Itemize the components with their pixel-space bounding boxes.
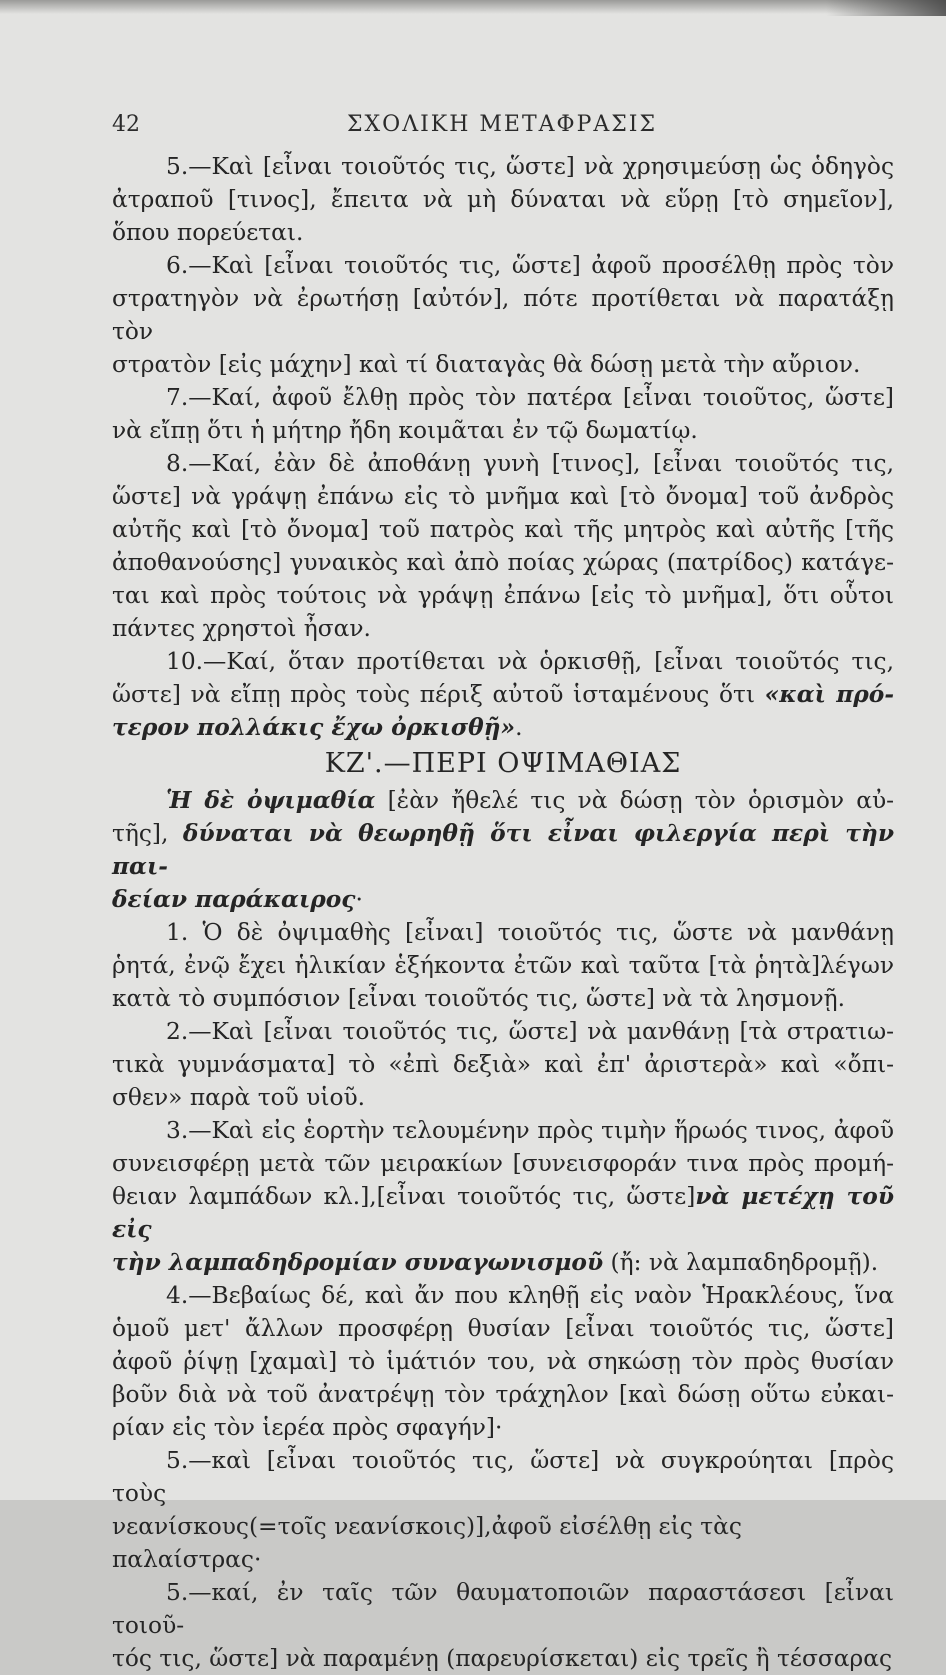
line-text: ὥστε] νὰ εἴπῃ πρὸς τοὺς πέριξ αὐτοῦ ἱσταμένους ὅτι xyxy=(112,681,765,708)
paragraph xyxy=(112,784,894,916)
line-text: στρατηγὸν νὰ ἐρωτήσῃ [αὐτόν], πότε προτίθεται νὰ παρατάξῃ τὸν xyxy=(112,285,894,345)
text-line xyxy=(112,817,894,883)
text-line xyxy=(112,216,894,249)
line-text: 5.—καί, ἐν ταῖς τῶν θαυματοποιῶν παραστάσεσι [εἶναι τοιοῦ- xyxy=(112,1579,894,1639)
running-title: ΣΧΟΛΙΚΗ ΜΕΤΑΦΡΑΣΙΣ xyxy=(346,112,658,137)
text-line xyxy=(112,1642,894,1675)
text-line xyxy=(112,282,894,348)
text-line xyxy=(112,579,894,612)
emphasis-text: δείαν παράκαιρος xyxy=(112,886,356,913)
text-line xyxy=(112,678,894,711)
emphasis-text: «καὶ πρό- xyxy=(764,681,894,708)
line-text: (ἤ: νὰ λαμπαδηδρομῇ). xyxy=(603,1249,879,1276)
line-text: . xyxy=(515,714,523,741)
emphasis-text: τὴν λαμπαδηδρομίαν συναγωνισμοῦ xyxy=(112,1249,604,1276)
text-line xyxy=(112,150,894,183)
emphasis-text: νὰ μετέχῃ τοῦ εἰς xyxy=(112,1183,894,1243)
line-text: ὥστε] νὰ γράψῃ ἐπάνω εἰς τὸ μνῆμα καὶ [τὸ ὄνομα] τοῦ ἀνδρὸς xyxy=(112,483,894,510)
text-line xyxy=(112,949,894,982)
text-line xyxy=(112,1411,894,1444)
text-line xyxy=(112,1345,894,1378)
line-text: ρίαν εἰς τὸν ἱερέα πρὸς σφαγήν]· xyxy=(112,1414,503,1441)
paragraph xyxy=(112,645,894,744)
text-line xyxy=(112,381,894,414)
paragraph xyxy=(112,249,894,381)
text-line xyxy=(112,513,894,546)
paragraph xyxy=(112,1279,894,1444)
page-number: 42 xyxy=(112,112,140,137)
paragraph xyxy=(112,1444,894,1576)
paragraph xyxy=(112,1015,894,1114)
emphasis-text: τερον πολλάκις ἔχω ὀρκισθῇ» xyxy=(112,714,516,741)
text-line xyxy=(112,1114,894,1147)
page-corner-shadow xyxy=(826,0,946,16)
text-line xyxy=(112,480,894,513)
text-line xyxy=(112,1147,894,1180)
line-text: 2.—Καὶ [εἶναι τοιοῦτός τις, ὥστε] νὰ μανθάνῃ [τὰ στρατιω- xyxy=(166,1018,894,1045)
line-text: 6.—Καὶ [εἶναι τοιοῦτός τις, ὥστε] ἀφοῦ προσέλθῃ πρὸς τὸν xyxy=(166,252,894,279)
text-line xyxy=(112,1015,894,1048)
line-text: ἀφοῦ ῥίψῃ [χαμαὶ] τὸ ἱμάτιόν του, νὰ σηκώσῃ τὸν πρὸς θυσίαν xyxy=(112,1348,894,1375)
line-text: ἀποθανούσης] γυναικὸς καὶ ἀπὸ ποίας χώρας (πατρίδος) κατάγε- xyxy=(112,549,894,576)
line-text: τῆς], xyxy=(112,820,183,847)
line-text: [ἐὰν ἤθελέ τις νὰ δώσῃ τὸν ὁρισμὸν αὐ- xyxy=(375,787,894,814)
page-header xyxy=(112,112,892,142)
line-text: σθεν» παρὰ τοῦ υἱοῦ. xyxy=(112,1084,366,1111)
paragraph xyxy=(112,1576,894,1675)
text-line xyxy=(112,1180,894,1246)
paragraph xyxy=(112,916,894,1015)
line-text: αὐτῆς καὶ [τὸ ὄνομα] τοῦ πατρὸς καὶ τῆς μητρὸς καὶ αὐτῆς [τῆς xyxy=(112,516,894,543)
line-text: 3.—Καὶ εἰς ἑορτὴν τελουμένην πρὸς τιμὴν ἥρωός τινος, ἀφοῦ xyxy=(166,1117,894,1144)
line-text: 4.—Βεβαίως δέ, καὶ ἄν που κληθῇ εἰς ναὸν Ἡρακλέους, ἵνα xyxy=(166,1282,894,1309)
emphasis-text: δύναται νὰ θεωρηθῇ ὅτι εἶναι φιλεργία περὶ τὴν παι- xyxy=(112,820,894,880)
line-text: τικὰ γυμνάσματα] τὸ «ἐπὶ δεξιὰ» καὶ ἐπ' ἀριστερὰ» καὶ «ὄπι- xyxy=(112,1051,894,1078)
paragraph xyxy=(112,381,894,447)
line-text: 1. Ὁ δὲ ὀψιμαθὴς [εἶναι] τοιοῦτός τις, ὥστε νὰ μανθάνῃ xyxy=(166,919,894,946)
text-line xyxy=(112,612,894,645)
text-line xyxy=(112,348,894,381)
text-line xyxy=(112,1312,894,1345)
emphasis-text: Ἡ δὲ ὀψιμαθία xyxy=(166,787,376,814)
text-line xyxy=(112,546,894,579)
line-text: · xyxy=(355,886,363,913)
text-line xyxy=(112,883,894,916)
text-line xyxy=(112,711,894,744)
text-line xyxy=(112,1444,894,1510)
text-line xyxy=(112,1378,894,1411)
line-text: κατὰ τὸ συμπόσιον [εἶναι τοιοῦτός τις, ὥστε] νὰ τὰ λησμονῇ. xyxy=(112,985,846,1012)
line-text: 7.—Καί, ἀφοῦ ἔλθῃ πρὸς τὸν πατέρα [εἶναι τοιοῦτος, ὥστε] xyxy=(166,384,894,411)
text-line xyxy=(112,784,894,817)
text-line xyxy=(112,1510,894,1576)
section-heading: ΚΖ'.—ΠΕΡΙ ΟΨΙΜΑΘΙΑΣ xyxy=(324,748,682,779)
line-text: νὰ εἴπῃ ὅτι ἡ μήτηρ ἤδη κοιμᾶται ἐν τῷ δωματίῳ. xyxy=(112,417,698,444)
text-line xyxy=(112,1081,894,1114)
line-text: τός τις, ὥστε] νὰ παραμένῃ (παρευρίσκεται) εἰς τρεῖς ἢ τέσσαρας xyxy=(112,1645,893,1672)
line-text: ὁμοῦ μετ' ἄλλων προσφέρῃ θυσίαν [εἶναι τοιοῦτός τις, ὥστε] xyxy=(112,1315,894,1342)
line-text: πάντες χρηστοὶ ἦσαν. xyxy=(112,615,371,642)
line-text: 5.—καὶ [εἶναι τοιοῦτός τις, ὥστε] νὰ συγκρούηται [πρὸς τοὺς xyxy=(112,1447,894,1507)
line-text: νεανίσκους(=τοῖς νεανίσκοις)],ἀφοῦ εἰσέλθῃ εἰς τὰς παλαίστρας· xyxy=(112,1513,742,1573)
line-text: ται καὶ πρὸς τούτοις νὰ γράψῃ ἐπάνω [εἰς τὸ μνῆμα], ὅτι οὗτοι xyxy=(112,582,894,609)
line-text: στρατὸν [εἰς μάχην] καὶ τί διαταγὰς θὰ δώσῃ μετὰ τὴν αὔριον. xyxy=(112,351,861,378)
line-text: ῥητά, ἐνῷ ἔχει ἡλικίαν ἑξήκοντα ἐτῶν καὶ ταῦτα [τὰ ῥητὰ]λέγων xyxy=(112,952,894,979)
text-block-1 xyxy=(112,150,894,744)
text-line xyxy=(112,1048,894,1081)
line-text: βοῦν διὰ νὰ τοῦ ἀνατρέψῃ τὸν τράχηλον [καὶ δώσῃ οὕτω εὐκαι- xyxy=(112,1381,894,1408)
line-text: θειαν λαμπάδων κλ.],[εἶναι τοιοῦτός τις, ὥστε] xyxy=(112,1183,696,1210)
line-text: 5.—Καὶ [εἶναι τοιοῦτός τις, ὥστε] νὰ χρησιμεύσῃ ὡς ὁδηγὸς xyxy=(166,153,894,180)
text-line xyxy=(112,1576,894,1642)
page-top-edge xyxy=(0,0,946,14)
line-text: 10.—Καί, ὅταν προτίθεται νὰ ὁρκισθῇ, [εἶναι τοιοῦτός τις, xyxy=(166,648,894,675)
text-line xyxy=(112,916,894,949)
text-line xyxy=(112,447,894,480)
line-text: ἀτραποῦ [τινος], ἔπειτα νὰ μὴ δύναται νὰ εὕρῃ [τὸ σημεῖον], xyxy=(112,186,894,213)
text-line xyxy=(112,1246,894,1279)
text-block-2 xyxy=(112,784,894,1675)
text-line xyxy=(112,982,894,1015)
text-line xyxy=(112,249,894,282)
page-body xyxy=(112,150,894,1675)
text-line xyxy=(112,414,894,447)
line-text: 8.—Καί, ἐὰν δὲ ἀποθάνῃ γυνὴ [τινος], [εἶναι τοιοῦτός τις, xyxy=(166,450,894,477)
line-text: συνεισφέρῃ μετὰ τῶν μειρακίων [συνεισφοράν τινα πρὸς προμή- xyxy=(112,1150,894,1177)
line-text: ὅπου πορεύεται. xyxy=(112,219,304,246)
text-line xyxy=(112,183,894,216)
text-line xyxy=(112,645,894,678)
paragraph xyxy=(112,447,894,645)
text-line xyxy=(112,1279,894,1312)
paragraph xyxy=(112,1114,894,1279)
paragraph xyxy=(112,150,894,249)
